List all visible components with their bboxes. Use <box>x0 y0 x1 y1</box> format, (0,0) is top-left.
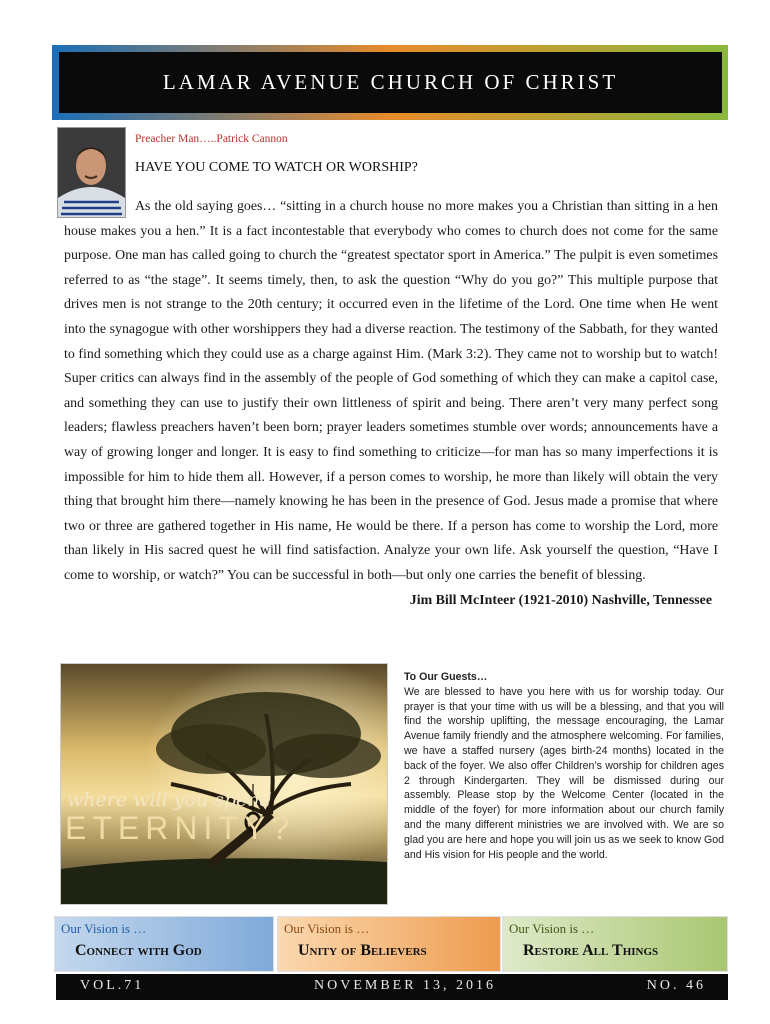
vision-connect <box>54 916 274 972</box>
masthead-title: LAMAR AVENUE CHURCH OF CHRIST <box>59 52 722 113</box>
article-text: As the old saying goes… “sitting in a church house no more makes you a Christian than sitting in a hen house makes you a hen.” It is a fact incontestable that everybody who comes to church does not come for the same purpose. One man has called going to church the “greatest spectator sport in America.” The pulpit is even sometimes referred to as “the stage”. It seems timely, then, to ask the question “Why do you go?” This multiple purpose that drives men is not strange to the 20th century; it occurred even in the lifetime of the Lord. One time when He went into the synagogue with other worshippers they had a diverse reaction. The testimony of the Sabbath, for they wanted to find something which they could use as a charge against Him. (Mark 3:2). They came not to worship but to watch! Super critics can always find in the assembly of the people of God something of which they can make a capitol case, and something they can use to justify their own littleness of spirit and being. There aren’t very many perfect song leaders; flawless preachers haven’t been born; prayer leaders sometimes stumble over words; announcements have a way of growing longer and longer. It is easy to find something to criticize—for man has so many imperfections it is impossible for him to hide them all. However, if a person comes to worship, he more than likely will obtain the very thing that brought him there—namely knowing he has been in the presence of God. Jesus made a promise that where two or three are gathered together in His name, He would be there. If a person has come to worship the Lord, more than likely in His sacred quest he will find satisfaction. Analyze your own life. Ask yourself the question, “Have I come to worship, or watch?” You can be successful in both—but only one carries the benefit of blessing. <box>64 199 718 583</box>
vision-title: Connect with God <box>75 942 202 959</box>
vision-unity <box>277 916 501 972</box>
eternity-script-text: where will you spend <box>67 789 272 811</box>
guests-heading: To Our Guests… <box>404 671 488 683</box>
footer-volume: VOL.71 <box>80 978 145 993</box>
eternity-tree-image <box>61 664 387 904</box>
footer-date: NOVEMBER 13, 2016 <box>314 978 497 993</box>
footer-bar <box>56 974 728 1000</box>
guests-text: We are blessed to have you here with us for worship today. Our prayer is that your time with us will be a blessing, and that you will find the worship uplifting, the message encouraging, the Lamar Avenue family friendly and the atmosphere welcoming. For families, we have a staffed nursery (ages birth-24 months) located in the back of the foyer. We also offer Children’s worship for children ages 2 through Kindergarten. They will be dismissed during our assembly. Please stop by the Welcome Center (located in the middle of the foyer) for more information about our church family and the many different ministries we are involved with. We are so glad you are here and hope you will join us as we seek to know God and His vision for His people and the world. <box>404 685 724 861</box>
vision-title: Unity of Believers <box>298 942 427 959</box>
article-body <box>64 195 718 613</box>
vision-restore <box>502 916 728 972</box>
eternity-big-text: ETERNITY? <box>65 810 296 846</box>
vision-intro: Our Vision is … <box>284 921 370 936</box>
article-signature: Jim Bill McInteer (1921-2010) Nashville, Tennessee <box>409 592 712 608</box>
vision-title: Restore All Things <box>523 942 659 959</box>
guests-notice <box>404 670 724 862</box>
eternity-image <box>60 663 388 905</box>
preacher-line: Preacher Man…..Patrick Cannon <box>135 133 288 145</box>
article-title: HAVE YOU COME TO WATCH OR WORSHIP? <box>135 160 418 175</box>
footer-number: NO. 46 <box>646 978 706 993</box>
vision-intro: Our Vision is … <box>509 921 595 936</box>
vision-intro: Our Vision is … <box>61 921 147 936</box>
